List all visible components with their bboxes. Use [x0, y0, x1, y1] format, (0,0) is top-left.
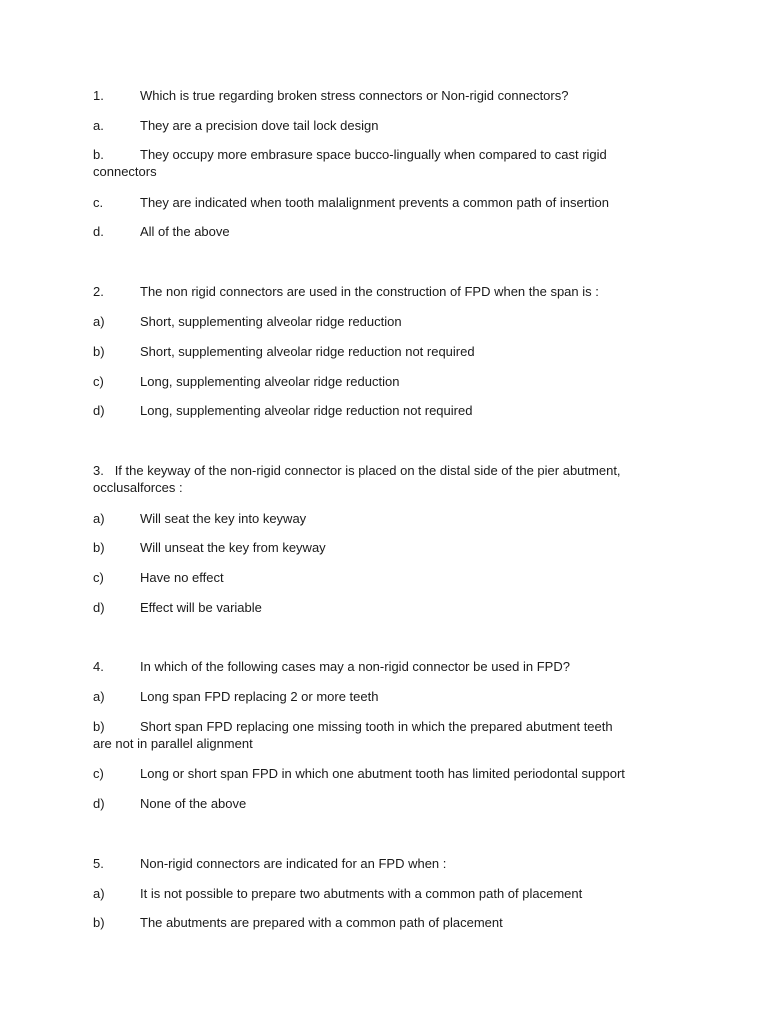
option-text: Effect will be variable	[140, 600, 262, 615]
question-1-option-a	[93, 117, 683, 134]
option-text: Long, supplementing alveolar ridge reduction	[140, 374, 400, 389]
question-5-stem	[93, 855, 683, 872]
question-3-stem-cont	[93, 479, 683, 496]
option-text: Short, supplementing alveolar ridge reduction not required	[140, 344, 475, 359]
option-text: Have no effect	[140, 570, 224, 585]
option-text: Short, supplementing alveolar ridge reduction	[140, 314, 402, 329]
question-3-option-b	[93, 539, 683, 556]
question-3-option-d	[93, 599, 683, 616]
question-text: Which is true regarding broken stress connectors or Non-rigid connectors?	[140, 88, 569, 103]
option-text-continuation: are not in parallel alignment	[93, 736, 253, 751]
option-label: b)	[93, 540, 105, 555]
option-label: b)	[93, 344, 105, 359]
question-1-stem	[93, 87, 683, 104]
option-text: Long, supplementing alveolar ridge reduction not required	[140, 403, 473, 418]
option-text: All of the above	[140, 224, 230, 239]
option-text: They are a precision dove tail lock design	[140, 118, 379, 133]
question-text: In which of the following cases may a non-rigid connector be used in FPD?	[140, 659, 570, 674]
option-text: They occupy more embrasure space bucco-lingually when compared to cast rigid	[140, 147, 607, 162]
question-2-option-d	[93, 402, 683, 419]
option-text: Will seat the key into keyway	[140, 511, 307, 526]
question-3-option-a	[93, 510, 683, 527]
question-2-option-b	[93, 343, 683, 360]
question-3-option-c	[93, 569, 683, 586]
option-label: b)	[93, 719, 105, 734]
option-text: They are indicated when tooth malalignment prevents a common path of insertion	[140, 195, 609, 210]
option-label: c)	[93, 766, 104, 781]
option-label: a)	[93, 886, 105, 901]
option-text: It is not possible to prepare two abutments with a common path of placement	[140, 886, 583, 901]
option-text: Long span FPD replacing 2 or more teeth	[140, 689, 379, 704]
option-label: c)	[93, 374, 104, 389]
question-2-option-c	[93, 373, 683, 390]
question-4-option-c	[93, 765, 683, 782]
question-text: The non rigid connectors are used in the construction of FPD when the span is :	[140, 284, 599, 299]
option-text: Will unseat the key from keyway	[140, 540, 326, 555]
question-1-option-b	[93, 146, 683, 163]
option-label: a)	[93, 314, 105, 329]
option-label: a)	[93, 511, 105, 526]
question-4-option-b-cont	[93, 735, 683, 752]
option-text: Long or short span FPD in which one abutment tooth has limited periodontal support	[140, 766, 625, 781]
question-number: 4.	[93, 659, 104, 674]
option-label: c.	[93, 195, 104, 210]
option-label: b.	[93, 147, 104, 162]
option-label: a)	[93, 689, 105, 704]
question-number: 5.	[93, 856, 104, 871]
option-text: Short span FPD replacing one missing tooth in which the prepared abutment teeth	[140, 719, 613, 734]
option-text-continuation: connectors	[93, 164, 157, 179]
question-2-stem	[93, 283, 683, 300]
question-number: 3.	[93, 463, 104, 478]
question-4-option-a	[93, 688, 683, 705]
question-5-option-a	[93, 885, 683, 902]
question-number: 2.	[93, 284, 104, 299]
option-label: c)	[93, 570, 104, 585]
option-label: a.	[93, 118, 104, 133]
question-text: Non-rigid connectors are indicated for an FPD when :	[140, 856, 447, 871]
option-label: d)	[93, 403, 105, 418]
question-4-option-b	[93, 718, 683, 735]
option-text: None of the above	[140, 796, 247, 811]
question-text: If the keyway of the non-rigid connector is placed on the distal side of the pier abutment,	[114, 463, 621, 478]
option-label: b)	[93, 915, 105, 930]
question-1-option-b-cont	[93, 163, 683, 180]
option-text: The abutments are prepared with a common path of placement	[140, 915, 503, 930]
option-label: d)	[93, 796, 105, 811]
question-3-stem	[93, 462, 683, 479]
question-4-option-d	[93, 795, 683, 812]
question-number: 1.	[93, 88, 104, 103]
question-2-option-a	[93, 313, 683, 330]
option-label: d)	[93, 600, 105, 615]
question-text-continuation: occlusalforces :	[93, 480, 183, 495]
option-label: d.	[93, 224, 104, 239]
question-1-option-d	[93, 223, 683, 240]
question-4-stem	[93, 658, 683, 675]
question-5-option-b	[93, 914, 683, 931]
question-1-option-c	[93, 194, 683, 211]
